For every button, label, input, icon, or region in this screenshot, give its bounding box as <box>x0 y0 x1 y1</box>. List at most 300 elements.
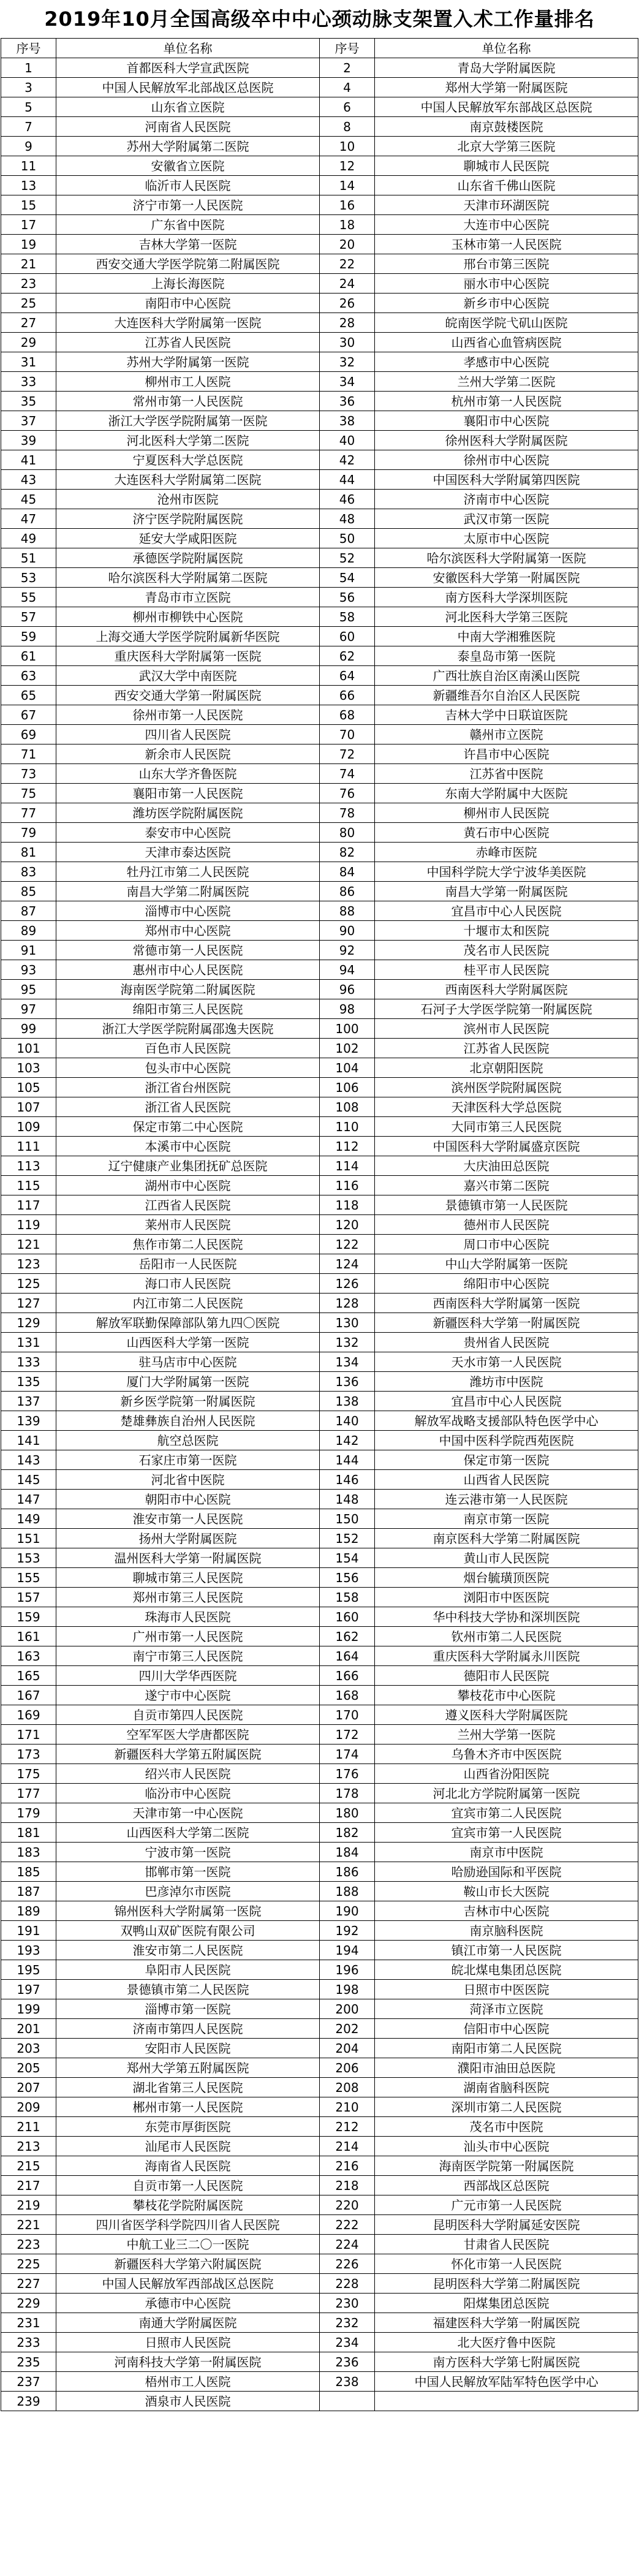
hospital-name: 赤峰市医院 <box>375 843 638 862</box>
rank-number: 66 <box>320 686 375 705</box>
hospital-name: 邢台市第三医院 <box>375 254 638 274</box>
rank-number: 3 <box>1 78 56 97</box>
table-row <box>1 960 638 980</box>
table-row <box>1 1137 638 1156</box>
hospital-name: 解放军战略支援部队特色医学中心 <box>375 1411 638 1431</box>
hospital-name: 景德镇市第一人民医院 <box>375 1195 638 1215</box>
rank-number: 89 <box>1 921 56 941</box>
table-row <box>1 1254 638 1274</box>
hospital-name: 天津市环湖医院 <box>375 195 638 215</box>
hospital-name: 中国人民解放军北部战区总医院 <box>56 78 320 97</box>
hospital-name <box>375 2392 638 2411</box>
hospital-name: 泰皇岛市第一医院 <box>375 646 638 666</box>
hospital-name: 安徽省立医院 <box>56 156 320 176</box>
hospital-name: 南京鼓楼医院 <box>375 117 638 137</box>
rank-number: 67 <box>1 705 56 725</box>
rank-number: 197 <box>1 1980 56 1999</box>
hospital-name: 牡丹江市第二人民医院 <box>56 862 320 882</box>
rank-number: 222 <box>320 2215 375 2235</box>
hospital-name: 德州市人民医院 <box>375 1215 638 1235</box>
hospital-name: 四川大学华西医院 <box>56 1666 320 1686</box>
hospital-name: 驻马店市中心医院 <box>56 1352 320 1372</box>
hospital-name: 柳州市柳铁中心医院 <box>56 607 320 627</box>
hospital-name: 酒泉市人民医院 <box>56 2392 320 2411</box>
hospital-name: 湖北省第三人民医院 <box>56 2078 320 2097</box>
hospital-name: 阜阳市人民医院 <box>56 1960 320 1980</box>
table-row <box>1 1627 638 1646</box>
table-row <box>1 1666 638 1686</box>
rank-number: 170 <box>320 1705 375 1725</box>
hospital-name: 朝阳市中心医院 <box>56 1490 320 1509</box>
table-row <box>1 1921 638 1941</box>
rank-number: 43 <box>1 470 56 490</box>
hospital-name: 宁夏医科大学总医院 <box>56 450 320 470</box>
hospital-name: 孝感市中心医院 <box>375 352 638 372</box>
hospital-name: 温州医科大学第一附属医院 <box>56 1548 320 1568</box>
rank-number: 118 <box>320 1195 375 1215</box>
rank-number: 34 <box>320 372 375 392</box>
rank-number: 19 <box>1 235 56 254</box>
rank-number: 106 <box>320 1078 375 1097</box>
table-row <box>1 784 638 803</box>
rank-number: 129 <box>1 1313 56 1333</box>
rank-number: 80 <box>320 823 375 843</box>
rank-number: 31 <box>1 352 56 372</box>
rank-number: 223 <box>1 2235 56 2254</box>
table-row <box>1 352 638 372</box>
hospital-name: 苏州大学附属第二医院 <box>56 137 320 156</box>
hospital-name: 厦门大学附属第一医院 <box>56 1372 320 1392</box>
rank-number: 153 <box>1 1548 56 1568</box>
rank-number: 168 <box>320 1686 375 1705</box>
rank-number: 26 <box>320 294 375 313</box>
header-seq: 序号 <box>320 39 375 58</box>
rank-number: 41 <box>1 450 56 470</box>
header-name: 单位名称 <box>375 39 638 58</box>
hospital-name: 镇江市第一人民医院 <box>375 1941 638 1960</box>
rank-number: 230 <box>320 2294 375 2313</box>
table-row <box>1 1686 638 1705</box>
rank-number: 148 <box>320 1490 375 1509</box>
table-row <box>1 333 638 352</box>
hospital-name: 江苏省中医院 <box>375 764 638 784</box>
rank-number: 63 <box>1 666 56 686</box>
table-row <box>1 686 638 705</box>
hospital-name: 山西省人民医院 <box>375 1470 638 1490</box>
hospital-name: 广西壮族自治区南溪山医院 <box>375 666 638 686</box>
hospital-name: 海南省人民医院 <box>56 2156 320 2176</box>
hospital-name: 天津医科大学总医院 <box>375 1097 638 1117</box>
table-row <box>1 1803 638 1823</box>
table-row <box>1 372 638 392</box>
rank-number: 77 <box>1 803 56 823</box>
rank-number: 81 <box>1 843 56 862</box>
hospital-name: 惠州市中心人民医院 <box>56 960 320 980</box>
hospital-name: 河南省人民医院 <box>56 117 320 137</box>
rank-number: 60 <box>320 627 375 646</box>
hospital-name: 青岛市市立医院 <box>56 588 320 607</box>
table-row <box>1 1392 638 1411</box>
table-row <box>1 1372 638 1392</box>
rank-number: 10 <box>320 137 375 156</box>
rank-number: 165 <box>1 1666 56 1686</box>
rank-number: 107 <box>1 1097 56 1117</box>
rank-number: 55 <box>1 588 56 607</box>
hospital-name: 浙江省人民医院 <box>56 1097 320 1117</box>
rank-number: 84 <box>320 862 375 882</box>
rank-number: 122 <box>320 1235 375 1254</box>
rank-number: 110 <box>320 1117 375 1137</box>
rank-number: 214 <box>320 2137 375 2156</box>
hospital-name: 百色市人民医院 <box>56 1039 320 1058</box>
rank-number: 9 <box>1 137 56 156</box>
rank-number: 172 <box>320 1725 375 1744</box>
table-row <box>1 274 638 294</box>
rank-number: 108 <box>320 1097 375 1117</box>
rank-number: 216 <box>320 2156 375 2176</box>
rank-number: 190 <box>320 1901 375 1921</box>
rank-number: 62 <box>320 646 375 666</box>
rank-number: 199 <box>1 1999 56 2019</box>
table-row <box>1 392 638 411</box>
rank-number: 7 <box>1 117 56 137</box>
hospital-name: 皖北煤电集团总医院 <box>375 1960 638 1980</box>
hospital-name: 北大医疗鲁中医院 <box>375 2333 638 2352</box>
table-row <box>1 2352 638 2372</box>
table-row <box>1 1274 638 1294</box>
rank-number: 21 <box>1 254 56 274</box>
rank-number: 35 <box>1 392 56 411</box>
table-row <box>1 1450 638 1470</box>
table-row <box>1 1411 638 1431</box>
rank-number: 191 <box>1 1921 56 1941</box>
rank-number: 215 <box>1 2156 56 2176</box>
hospital-name: 重庆医科大学附属第一医院 <box>56 646 320 666</box>
hospital-name: 攀枝花学院附属医院 <box>56 2195 320 2215</box>
rank-number: 205 <box>1 2058 56 2078</box>
hospital-name: 首都医科大学宣武医院 <box>56 58 320 78</box>
table-body <box>1 58 638 2411</box>
rank-number: 198 <box>320 1980 375 1999</box>
rank-number: 88 <box>320 901 375 921</box>
hospital-name: 徐州医科大学附属医院 <box>375 431 638 450</box>
table-row <box>1 2372 638 2392</box>
rank-number: 73 <box>1 764 56 784</box>
table-row <box>1 1764 638 1784</box>
rank-number: 44 <box>320 470 375 490</box>
table-row <box>1 294 638 313</box>
table-row <box>1 764 638 784</box>
hospital-name: 南阳市中心医院 <box>56 294 320 313</box>
hospital-name: 哈尔滨医科大学附属第二医院 <box>56 568 320 588</box>
rank-number: 68 <box>320 705 375 725</box>
rank-number: 142 <box>320 1431 375 1450</box>
table-row <box>1 2274 638 2294</box>
hospital-name: 日照市人民医院 <box>56 2333 320 2352</box>
hospital-name: 保定市第二中心医院 <box>56 1117 320 1137</box>
hospital-name: 南京脑科医院 <box>375 1921 638 1941</box>
table-row <box>1 999 638 1019</box>
table-row <box>1 58 638 78</box>
hospital-name: 阳煤集团总医院 <box>375 2294 638 2313</box>
hospital-name: 柳州市人民医院 <box>375 803 638 823</box>
rank-number: 115 <box>1 1176 56 1195</box>
rank-number: 162 <box>320 1627 375 1646</box>
hospital-name: 石河子大学医学院第一附属医院 <box>375 999 638 1019</box>
rank-number: 166 <box>320 1666 375 1686</box>
table-row <box>1 862 638 882</box>
rank-number: 8 <box>320 117 375 137</box>
table-row <box>1 2254 638 2274</box>
hospital-name: 承德医学院附属医院 <box>56 548 320 568</box>
hospital-name: 大庆油田总医院 <box>375 1156 638 1176</box>
hospital-name: 潍坊医学院附属医院 <box>56 803 320 823</box>
hospital-name: 山东省立医院 <box>56 97 320 117</box>
hospital-name: 哈尔滨医科大学附属第一医院 <box>375 548 638 568</box>
rank-number: 128 <box>320 1294 375 1313</box>
table-row <box>1 2215 638 2235</box>
rank-number: 72 <box>320 744 375 764</box>
hospital-name: 临汾市中心医院 <box>56 1784 320 1803</box>
rank-number: 157 <box>1 1588 56 1607</box>
table-row <box>1 1960 638 1980</box>
table-row <box>1 568 638 588</box>
rank-number: 238 <box>320 2372 375 2392</box>
table-row <box>1 1744 638 1764</box>
hospital-name: 吉林大学中日联谊医院 <box>375 705 638 725</box>
hospital-name: 航空总医院 <box>56 1431 320 1450</box>
rank-number: 207 <box>1 2078 56 2097</box>
hospital-name: 莱州市人民医院 <box>56 1215 320 1235</box>
table-row <box>1 1901 638 1921</box>
rank-number: 176 <box>320 1764 375 1784</box>
hospital-name: 天水市第一人民医院 <box>375 1352 638 1372</box>
rank-number: 116 <box>320 1176 375 1195</box>
rank-number: 204 <box>320 2039 375 2058</box>
table-row <box>1 901 638 921</box>
table-row <box>1 882 638 901</box>
rank-number: 181 <box>1 1823 56 1843</box>
rank-number: 49 <box>1 529 56 548</box>
hospital-name: 昆明医科大学第二附属医院 <box>375 2274 638 2294</box>
rank-number: 56 <box>320 588 375 607</box>
rank-number: 78 <box>320 803 375 823</box>
hospital-name: 菏泽市立医院 <box>375 1999 638 2019</box>
rank-number: 178 <box>320 1784 375 1803</box>
hospital-name: 济南市中心医院 <box>375 490 638 509</box>
rank-number: 2 <box>320 58 375 78</box>
table-row <box>1 1156 638 1176</box>
rank-number: 30 <box>320 333 375 352</box>
rank-number: 39 <box>1 431 56 450</box>
hospital-name: 延安大学咸阳医院 <box>56 529 320 548</box>
rank-number: 96 <box>320 980 375 999</box>
table-row <box>1 843 638 862</box>
hospital-name: 大连医科大学附属第二医院 <box>56 470 320 490</box>
rank-number: 237 <box>1 2372 56 2392</box>
hospital-name: 浙江大学医学院附属第一医院 <box>56 411 320 431</box>
hospital-name: 山西省心血管病医院 <box>375 333 638 352</box>
rank-number: 13 <box>1 176 56 195</box>
rank-number: 59 <box>1 627 56 646</box>
hospital-name: 福建医科大学第一附属医院 <box>375 2313 638 2333</box>
hospital-name: 郴州市第一人民医院 <box>56 2097 320 2117</box>
table-row <box>1 1980 638 1999</box>
hospital-name: 南京市中医院 <box>375 1843 638 1862</box>
hospital-name: 淮安市第二人民医院 <box>56 1941 320 1960</box>
table-row <box>1 254 638 274</box>
table-row <box>1 705 638 725</box>
rank-number: 143 <box>1 1450 56 1470</box>
hospital-name: 郑州大学第一附属医院 <box>375 78 638 97</box>
rank-number: 185 <box>1 1862 56 1882</box>
rank-number: 20 <box>320 235 375 254</box>
hospital-name: 济南市第四人民医院 <box>56 2019 320 2039</box>
table-row <box>1 1784 638 1803</box>
rank-number: 160 <box>320 1607 375 1627</box>
rank-number: 194 <box>320 1941 375 1960</box>
rank-number: 58 <box>320 607 375 627</box>
hospital-name: 南宁市第三人民医院 <box>56 1646 320 1666</box>
hospital-name: 南通大学附属医院 <box>56 2313 320 2333</box>
hospital-name: 临沂市人民医院 <box>56 176 320 195</box>
hospital-name: 滨州市人民医院 <box>375 1019 638 1039</box>
table-row <box>1 1999 638 2019</box>
table-row <box>1 1509 638 1529</box>
table-row <box>1 2117 638 2137</box>
rank-number: 173 <box>1 1744 56 1764</box>
hospital-name: 解放军联勤保障部队第九四〇医院 <box>56 1313 320 1333</box>
rank-number: 46 <box>320 490 375 509</box>
hospital-name: 西南医科大学附属第一医院 <box>375 1294 638 1313</box>
hospital-name: 济宁市第一人民医院 <box>56 195 320 215</box>
table-row <box>1 1823 638 1843</box>
table-row <box>1 823 638 843</box>
hospital-name: 宜昌市中心人民医院 <box>375 901 638 921</box>
hospital-name: 四川省医学科学院四川省人民医院 <box>56 2215 320 2235</box>
hospital-name: 安阳市人民医院 <box>56 2039 320 2058</box>
hospital-name: 濮阳市油田总医院 <box>375 2058 638 2078</box>
hospital-name: 南方医科大学深圳医院 <box>375 588 638 607</box>
hospital-name: 新疆维吾尔自治区人民医院 <box>375 686 638 705</box>
hospital-name: 中国人民解放军西部战区总医院 <box>56 2274 320 2294</box>
table-row <box>1 941 638 960</box>
hospital-name: 包头市中心医院 <box>56 1058 320 1078</box>
hospital-name: 怀化市第一人民医院 <box>375 2254 638 2274</box>
table-row <box>1 1568 638 1588</box>
rank-number: 17 <box>1 215 56 235</box>
table-row <box>1 2195 638 2215</box>
rank-number: 125 <box>1 1274 56 1294</box>
table-row <box>1 1705 638 1725</box>
rank-number: 175 <box>1 1764 56 1784</box>
rank-number: 114 <box>320 1156 375 1176</box>
hospital-name: 北京朝阳医院 <box>375 1058 638 1078</box>
rank-number: 228 <box>320 2274 375 2294</box>
table-row <box>1 137 638 156</box>
rank-number: 97 <box>1 999 56 1019</box>
hospital-name: 山东大学齐鲁医院 <box>56 764 320 784</box>
rank-number: 182 <box>320 1823 375 1843</box>
hospital-name: 连云港市第一人民医院 <box>375 1490 638 1509</box>
table-row <box>1 1039 638 1058</box>
rank-number: 14 <box>320 176 375 195</box>
hospital-name: 广州市第一人民医院 <box>56 1627 320 1646</box>
rank-number: 134 <box>320 1352 375 1372</box>
hospital-name: 新乡医学院第一附属医院 <box>56 1392 320 1411</box>
rank-number: 180 <box>320 1803 375 1823</box>
hospital-name: 宜宾市第一人民医院 <box>375 1823 638 1843</box>
rank-number: 130 <box>320 1313 375 1333</box>
rank-number: 42 <box>320 450 375 470</box>
rank-number: 149 <box>1 1509 56 1529</box>
rank-number: 38 <box>320 411 375 431</box>
hospital-name: 中航工业三二〇一医院 <box>56 2235 320 2254</box>
hospital-name: 南京市第一医院 <box>375 1509 638 1529</box>
rank-number: 155 <box>1 1568 56 1588</box>
hospital-name: 钦州市第二人民医院 <box>375 1627 638 1646</box>
hospital-name: 南昌大学第一附属医院 <box>375 882 638 901</box>
table-row <box>1 450 638 470</box>
rank-number: 239 <box>1 2392 56 2411</box>
hospital-name: 河北医科大学第三医院 <box>375 607 638 627</box>
hospital-name: 石家庄市第一医院 <box>56 1450 320 1470</box>
rank-number: 103 <box>1 1058 56 1078</box>
rank-number: 1 <box>1 58 56 78</box>
table-row <box>1 1882 638 1901</box>
table-row <box>1 646 638 666</box>
hospital-name: 黄石市中心医院 <box>375 823 638 843</box>
table-row <box>1 1352 638 1372</box>
table-row <box>1 803 638 823</box>
rank-number: 54 <box>320 568 375 588</box>
hospital-name: 河北北方学院附属第一医院 <box>375 1784 638 1803</box>
hospital-name: 南京医科大学第二附属医院 <box>375 1529 638 1548</box>
hospital-name: 绵阳市第三人民医院 <box>56 999 320 1019</box>
rank-number: 188 <box>320 1882 375 1901</box>
hospital-name: 鞍山市长大医院 <box>375 1882 638 1901</box>
rank-number: 141 <box>1 1431 56 1450</box>
rank-number: 94 <box>320 960 375 980</box>
hospital-name: 武汉市第一医院 <box>375 509 638 529</box>
hospital-name: 海南医学院第一附属医院 <box>375 2156 638 2176</box>
rank-number: 221 <box>1 2215 56 2235</box>
rank-number: 218 <box>320 2176 375 2195</box>
table-row <box>1 215 638 235</box>
hospital-name: 西安交通大学第一附属医院 <box>56 686 320 705</box>
rank-number: 159 <box>1 1607 56 1627</box>
rank-number: 109 <box>1 1117 56 1137</box>
rank-number <box>320 2392 375 2411</box>
hospital-name: 华中科技大学协和深圳医院 <box>375 1607 638 1627</box>
rank-number: 164 <box>320 1646 375 1666</box>
table-row <box>1 509 638 529</box>
hospital-name: 淄博市第一医院 <box>56 1999 320 2019</box>
rank-number: 29 <box>1 333 56 352</box>
rank-number: 18 <box>320 215 375 235</box>
hospital-name: 宜宾市第二人民医院 <box>375 1803 638 1823</box>
rank-number: 69 <box>1 725 56 744</box>
rank-number: 234 <box>320 2333 375 2352</box>
rank-number: 86 <box>320 882 375 901</box>
rank-number: 121 <box>1 1235 56 1254</box>
table-row <box>1 607 638 627</box>
rank-number: 211 <box>1 2117 56 2137</box>
rank-number: 16 <box>320 195 375 215</box>
hospital-name: 邯郸市第一医院 <box>56 1862 320 1882</box>
hospital-name: 襄阳市第一人民医院 <box>56 784 320 803</box>
rank-number: 208 <box>320 2078 375 2097</box>
